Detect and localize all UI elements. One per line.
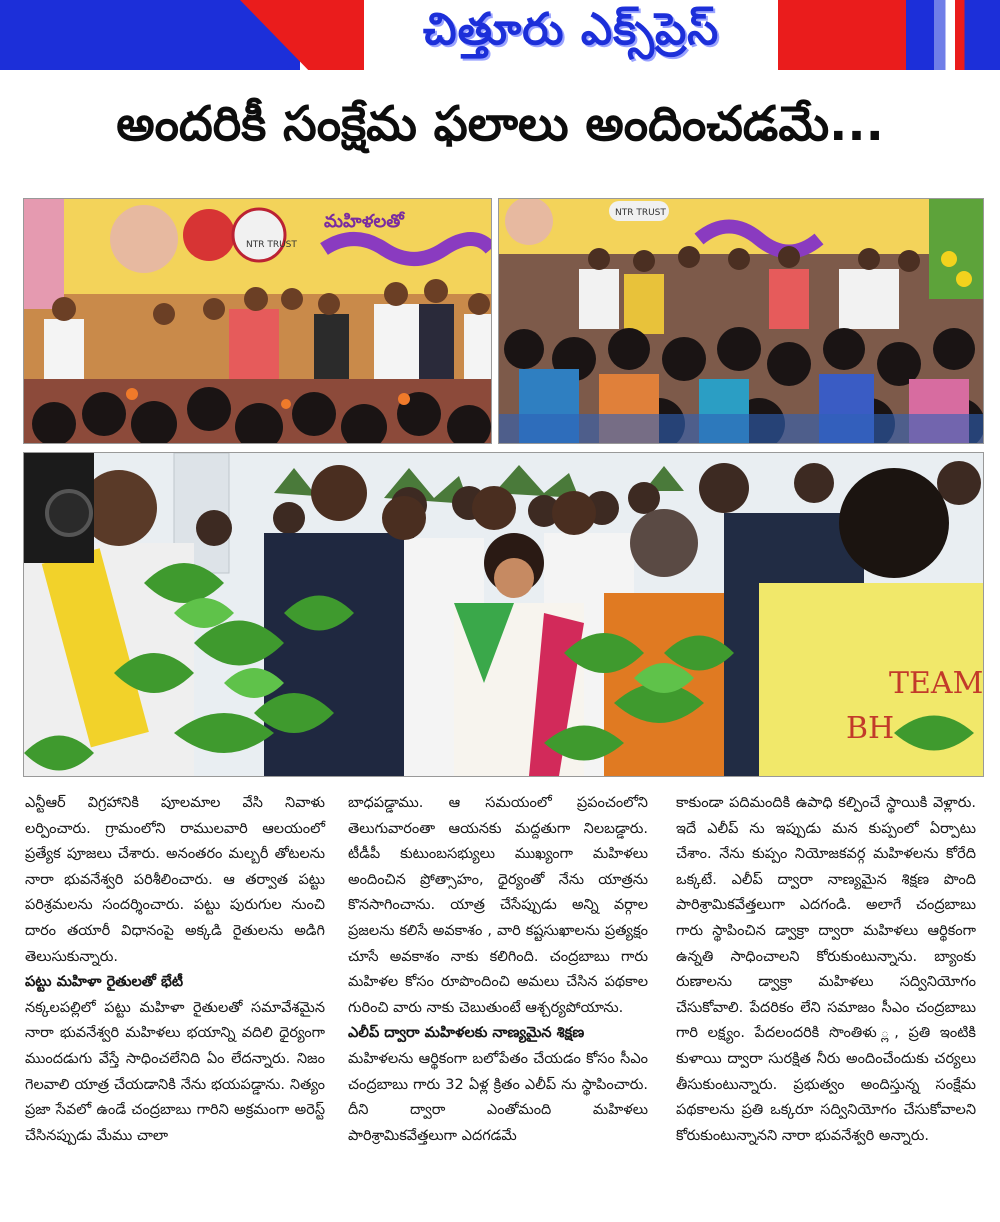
article-column-3 — [676, 791, 976, 1149]
photo-garden-drawing — [24, 453, 983, 776]
article-paragraph: ఎన్టీఆర్ విగ్రహానికి పూలమాల వేసి నివాళు లర్పించారు. గ్రామంలోని రాములవారి ఆలయంలో ప్రత్యేక పూజలు చేశారు. అనంతరం మల్బరీ తోటలను నారా భువనేశ్వరి పరిశీలించారు. ఆ తర్వాత పట్టు పరిశ్రమలను సందర్శించారు. పట్టు పురుగుల నుంచి దారం తయారీ విధానంపై అక్కడి రైతులను అడిగి తెలుసుకున్నారు. — [25, 795, 325, 965]
article-column-2 — [348, 791, 648, 1149]
photo-stage-crowd — [23, 198, 492, 444]
article-paragraph: నక్కలపల్లిలో పట్టు మహిళా రైతులతో సమావేశమైన నారా భువనేశ్వరి మహిళలు భయాన్ని వదిలి ధైర్యంగా ముందడుగు వేస్తే సాధించలేనిది ఏం లేదన్నారు. నిజం గెలవాలి యాత్ర చేయడానికి నేను భయపడ్డాను. నిత్యం ప్రజా సేవలో ఉండే చంద్రబాబు గారిని అక్రమంగా అరెస్ట్ చేసినప్పుడు మేము చాలా — [25, 999, 325, 1144]
masthead-red-band — [778, 0, 906, 70]
article-paragraph: మహిళలను ఆర్థికంగా బలోపేతం చేయడం కోసం సీఎం చంద్రబాబు గారు 32 ఏళ్ల క్రితం ఎలీప్ ను స్థాపించారు. దీని ద్వారా ఎంతోమంది మహిళలు పారిశ్రామికవేత్తలుగా ఎదగడమే — [348, 1050, 648, 1144]
masthead — [0, 0, 1000, 70]
article-paragraph: కాకుండా పదిమందికి ఉపాధి కల్పించే స్థాయికి వెళ్లారు. ఇదే ఎలీప్ ను ఇప్పుడు మన కుప్పంలో ఏర్పాటు చేశాం. నేను కుప్పం నియోజకవర్గ మహిళలను కోరేది ఒక్కటే. ఎలీప్ ద్వారా నాణ్యమైన శిక్షణ పొంది పారిశ్రామికవేత్తలుగా ఎదగండి. అలాగే చంద్రబాబు గారు స్థాపించిన డ్వాక్రా ద్వారా మహిళలు ఆర్థికంగా ఉన్నతి సాధించాలని కోరుకుంటున్నాను. బ్యాంకు రుణాలను డ్వాక్రా మహిళలు సద్వినియోగం చేసుకోవాలి. పేదరికం లేని సమాజం సీఎం చంద్రబాబు గారి లక్ష్యం. పేదలందరికి సొంతిళు ్ల, ప్రతి ఇంటికి కుళాయి ద్వారా సురక్షిత నీరు అందించేందుకు చర్యలు తీసుకుంటున్నారు. ప్రభుత్వం అందిస్తున్న సంక్షేమ పథకాలను ప్రతి ఒక్కరూ సద్వినియోగం చేసుకోవాలని కోరుకుంటున్నానని నారా భువనేశ్వరి అన్నారు. — [676, 795, 976, 1144]
photo-women-audience-drawing — [499, 199, 983, 443]
article-paragraph: బాధపడ్డాము. ఆ సమయంలో ప్రపంచంలోని తెలుగువారంతా ఆయనకు మద్దతుగా నిలబడ్డారు. టీడీపీ కుటుంబసభ్యులు ముఖ్యంగా మహిళలు అందించిన ప్రోత్సాహం, ధైర్యంతో నేను యాత్రను కొనసాగించాను. యాత్ర చేసేప్పుడు అన్ని వర్గాల ప్రజలను కలిసే అవకాశం , వారి కష్టసుఖాలను ప్రత్యక్షం చూసే అవకాశం నాకు కలిగింది. చంద్రబాబు గారు మహిళల కోసం రూపొందించి అమలు చేసిన పథకాల గురించి వారు నాకు చెబుతుంటే ఆశ్చర్యపోయాను. — [348, 795, 648, 1016]
article-subheading: పట్టు మహిళా రైతులతో భేటీ — [25, 974, 184, 991]
photo-women-audience — [498, 198, 984, 444]
shirt-text-line-1: TEAM — [889, 666, 983, 701]
photo-stage-crowd-drawing — [24, 199, 491, 443]
banner-logo-text: NTR TRUST — [615, 208, 666, 218]
masthead-stripes — [906, 0, 1000, 70]
photo-mulberry-garden-visit — [23, 452, 984, 777]
article-column-1 — [25, 791, 325, 1149]
banner-text: మహిళలతో — [324, 211, 404, 232]
shirt-text-line-2: BH — [846, 711, 895, 746]
newspaper-title: చిత్తూరు ఎక్స్‌ప్రెస్ — [422, 4, 720, 55]
headline: అందరికీ సంక్షేమ ఫలాలు అందించడమే... — [116, 96, 884, 152]
banner-logo-text: NTR TRUST — [246, 240, 297, 250]
article-subheading: ఎలీప్ ద్వారా మహిళలకు నాణ్యమైన శిక్షణ — [348, 1025, 585, 1042]
